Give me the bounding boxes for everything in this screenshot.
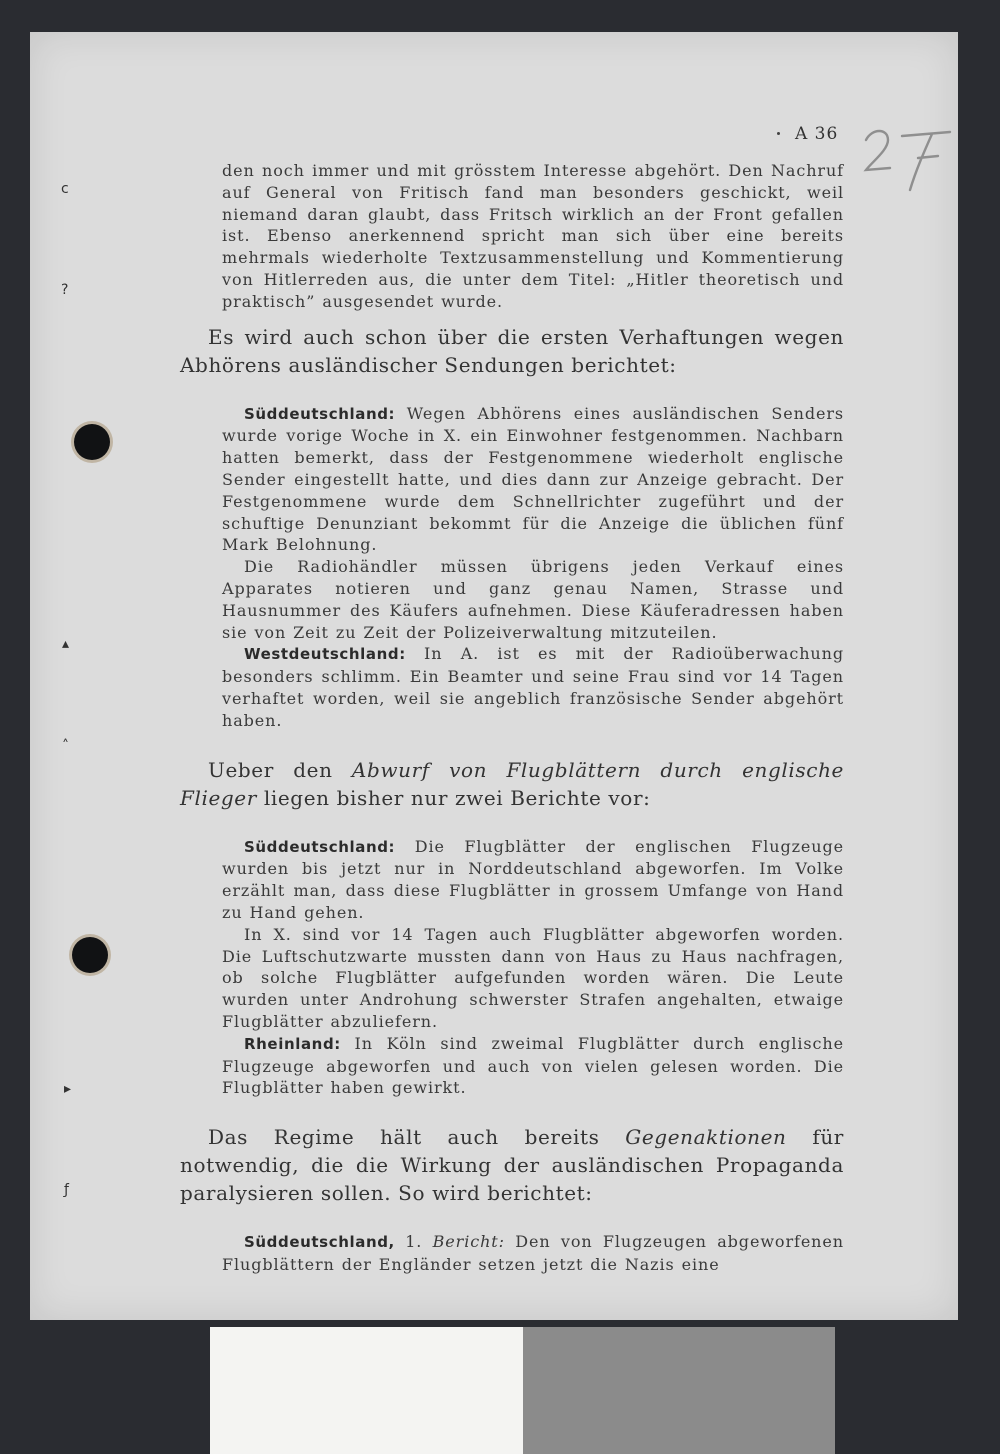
region-label: Rheinland: xyxy=(244,1034,341,1053)
color-calibration-white xyxy=(210,1327,523,1454)
report-westdeutschland xyxy=(222,643,844,731)
margin-mark: c xyxy=(61,181,69,197)
region-label: Westdeutschland: xyxy=(244,645,406,664)
report-sueddeutschland-arrest xyxy=(222,403,844,557)
region-label: Süddeutschland: xyxy=(244,404,396,423)
report-sueddeutschland-leaflets xyxy=(222,836,844,924)
paragraph-continuation: den noch immer und mit grösstem Interesse abgehört. Den Nachruf auf General von Fritisch fand man besonders geschickt, weil niemand daran glaubt, dass Fritsch wirklich an der Front gefallen ist. Ebenso anerkennend spricht man sich über eine bereits mehrmals wiederholte Textzusammenstellung und Kommentierung von Hitlerreden aus, die unter dem Titel: „Hitler theoretisch und praktisch” ausgesendet wurde. xyxy=(222,161,844,311)
report-text: Wegen Abhörens eines ausländischen Senders wurde vorige Woche in X. ein Einwohner festgenommen. Nachbarn hatten bemerkt, dass der Festgenommene wiederholt englische Sender eingestellt hatte, und dies dann zur Anzeige gebracht. Der Festgenommene wurde dem Schnellrichter zugeführt und der schuftige Denunziant bekommt für die Anzeige die üblichen fünf Mark Belohnung. xyxy=(222,403,844,555)
report-block-leaflets xyxy=(222,836,844,1100)
report-radio-dealers: Die Radiohändler müssen übrigens jeden Verkauf eines Apparates notieren und ganz genau Namen, Strasse und Hausnummer des Käufers aufnehmen. Diese Käuferadressen haben sie von Zeit zu Zeit der Polizeiverwaltung mitzuteilen. xyxy=(222,557,844,642)
handwritten-page-number xyxy=(858,118,958,198)
page-dot-mark xyxy=(777,132,780,135)
report-text: In A. ist es mit der Radioüberwachung besonders schlimm. Ein Beamter und seine Frau sind vor 14 Tagen verhaftet worden, weil sie angeblich französische Sender abgehört haben. xyxy=(222,644,844,730)
paragraph-arrests: Es wird auch schon über die ersten Verhaftungen wegen Abhörens ausländischer Sendungen berichtet: xyxy=(180,324,844,377)
punch-hole-bottom xyxy=(72,937,108,973)
margin-mark: ˄ xyxy=(62,738,69,754)
emphasis-counteractions: Gegenaktionen xyxy=(625,1125,787,1150)
document-body xyxy=(180,160,844,1276)
report-air-raid-wardens: In X. sind vor 14 Tagen auch Flugblätter abgeworfen worden. Die Luftschutzwarte mussten dann von Haus zu Haus nachfragen, ob solche Flugblätter aufgefunden worden wären. Die Leute wurden unter Androhung schwerster Strafen angehalten, etwaige Flugblätter abzuliefern. xyxy=(222,924,844,1031)
report-rheinland xyxy=(222,1033,844,1099)
margin-mark: ▴ xyxy=(62,636,70,652)
paragraph-leaflets: Ueber den Abwurf von Flugblättern durch englische Flieger liegen bisher nur zwei Berichte vor: xyxy=(180,757,844,810)
page-number: A 36 xyxy=(795,124,839,144)
report-text: Den von Flugzeugen abgeworfenen Flugblättern der Engländer setzen jetzt die Nazis eine xyxy=(222,1232,844,1274)
margin-mark: ƒ xyxy=(64,1182,69,1198)
margin-mark: ? xyxy=(61,282,69,298)
margin-mark: ▸ xyxy=(64,1081,72,1097)
report-sueddeutschland-counter: Süddeutschland, 1. Bericht: Den von Flugzeugen abgeworfenen Flugblättern der Engländer setzen jetzt die Nazis eine xyxy=(222,1232,844,1274)
color-calibration-gray xyxy=(523,1327,835,1454)
region-label: Süddeutschland, xyxy=(244,1233,395,1252)
paragraph-counteractions: Das Regime hält auch bereits Gegenaktionen für notwendig, die die Wirkung der ausländischen Propaganda paralysieren sollen. So wird berichtet: xyxy=(180,1125,844,1206)
report-block-counteractions xyxy=(222,1231,844,1276)
punch-hole-top xyxy=(74,424,110,460)
emphasis-leaflets: Abwurf von Flugblättern durch englische Flieger xyxy=(180,757,844,810)
report-text: Die Flugblätter der englischen Flugzeuge wurden bis jetzt nur in Norddeutschland abgeworfen. Im Volke erzählt man, dass diese Flugblätter in grossem Umfange von Hand zu Hand gehen. xyxy=(222,836,844,922)
report-block-arrests xyxy=(222,403,844,732)
report-text: In Köln sind zweimal Flugblätter durch englische Flugzeuge abgeworfen und auch von vielen gelesen worden. Die Flugblätter haben gewirkt. xyxy=(222,1033,844,1098)
region-label: Süddeutschland: xyxy=(244,837,396,856)
